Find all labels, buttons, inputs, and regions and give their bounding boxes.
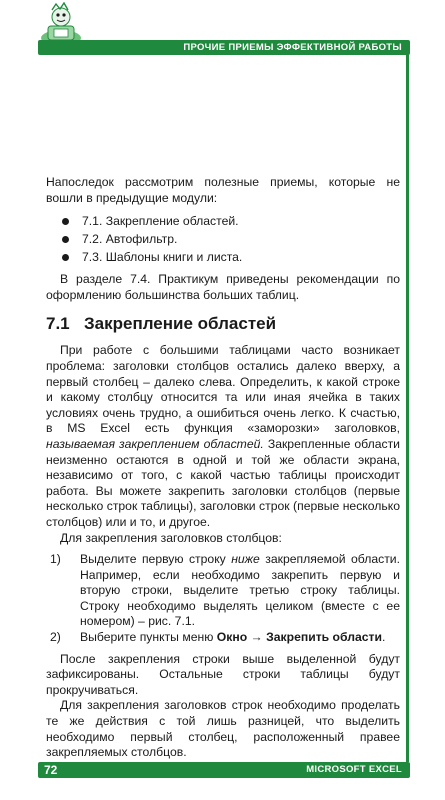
section-title: Закрепление областей	[84, 314, 277, 334]
page-body	[46, 175, 400, 761]
list-item: 7.1. Закрепление областей.	[62, 212, 400, 230]
columns-lead: Для закрепления заголовков столбцов:	[60, 530, 282, 545]
freeze-paragraph	[46, 343, 400, 530]
text-run: Выберите пункты меню	[80, 630, 217, 645]
emphasis-text: называемая закреплением областей.	[46, 436, 264, 451]
steps-list	[46, 552, 400, 646]
page-number: 72	[44, 763, 58, 777]
menu-item-text: Закрепить области	[266, 630, 382, 645]
running-footer-title: MICROSOFT EXCEL	[306, 764, 402, 775]
step-number: 2)	[50, 630, 61, 645]
margin-rule	[406, 50, 409, 762]
list-item: 7.2. Автофильтр.	[62, 230, 400, 248]
text-run: закрепляемой области. Например, если необходимо закрепить первую и вторую строки, выделите третью строку таблицы. Строку необходимо выделять целиком (вместе с ее номером) – рис. 7.1.	[80, 552, 400, 629]
arrow-glyph: →	[247, 630, 267, 645]
step-item	[46, 552, 400, 630]
text-run: .	[381, 630, 386, 645]
section-number: 7.1	[46, 314, 70, 334]
after-fix-paragraph: После закрепления строки выше выделенной будут зафиксированы. Остальные строки таблицы будут прокручиваться.	[46, 651, 400, 697]
intro-paragraph: Напоследок рассмотрим полезные приемы, которые не вошли в предыдущие модули:	[46, 175, 400, 205]
module-list	[46, 212, 400, 266]
step-item	[46, 630, 400, 646]
text-run: Выделите первую строку	[80, 552, 232, 567]
rows-paragraph: Для закрепления заголовков строк необходимо проделать те же действия с той лишь разницей, что выделить необходимо первый столбец, расположенный правее закрепляемых столбцов.	[46, 698, 400, 760]
section-heading	[46, 314, 400, 334]
footer-bar	[38, 762, 410, 778]
practicum-paragraph: В разделе 7.4. Практикум приведены рекомендации по оформлению большинства больших таблиц.	[46, 272, 400, 302]
emphasis-text: ниже	[231, 552, 260, 567]
menu-item-text: Окно	[216, 630, 248, 645]
text-run: При работе с большими таблицами часто возникает проблема: заголовки столбцов остались далеко вверху, а первый столбец – далеко слева. Определить, к какой строке и какому столбцу относится та или иная ячейка в таких условиях очень трудно, а ошибиться очень легко. К счастью, в MS Excel есть функция «заморозки» заголовков,	[46, 343, 400, 436]
text-run: Закрепленные области неизменно остаются в одной и той же области экрана, независимо от того, с какой частью таблицы происходит работа. Вы можете закрепить заголовки столбцов (первые несколько строк таблицы), заголовки строк (первые несколько столбцов) или и то, и другое.	[46, 436, 400, 529]
step-number: 1)	[50, 552, 61, 567]
running-header-title: ПРОЧИЕ ПРИЕМЫ ЭФФЕКТИВНОЙ РАБОТЫ	[183, 42, 402, 53]
header-bar	[38, 40, 410, 55]
list-item: 7.3. Шаблоны книги и листа.	[62, 248, 400, 266]
